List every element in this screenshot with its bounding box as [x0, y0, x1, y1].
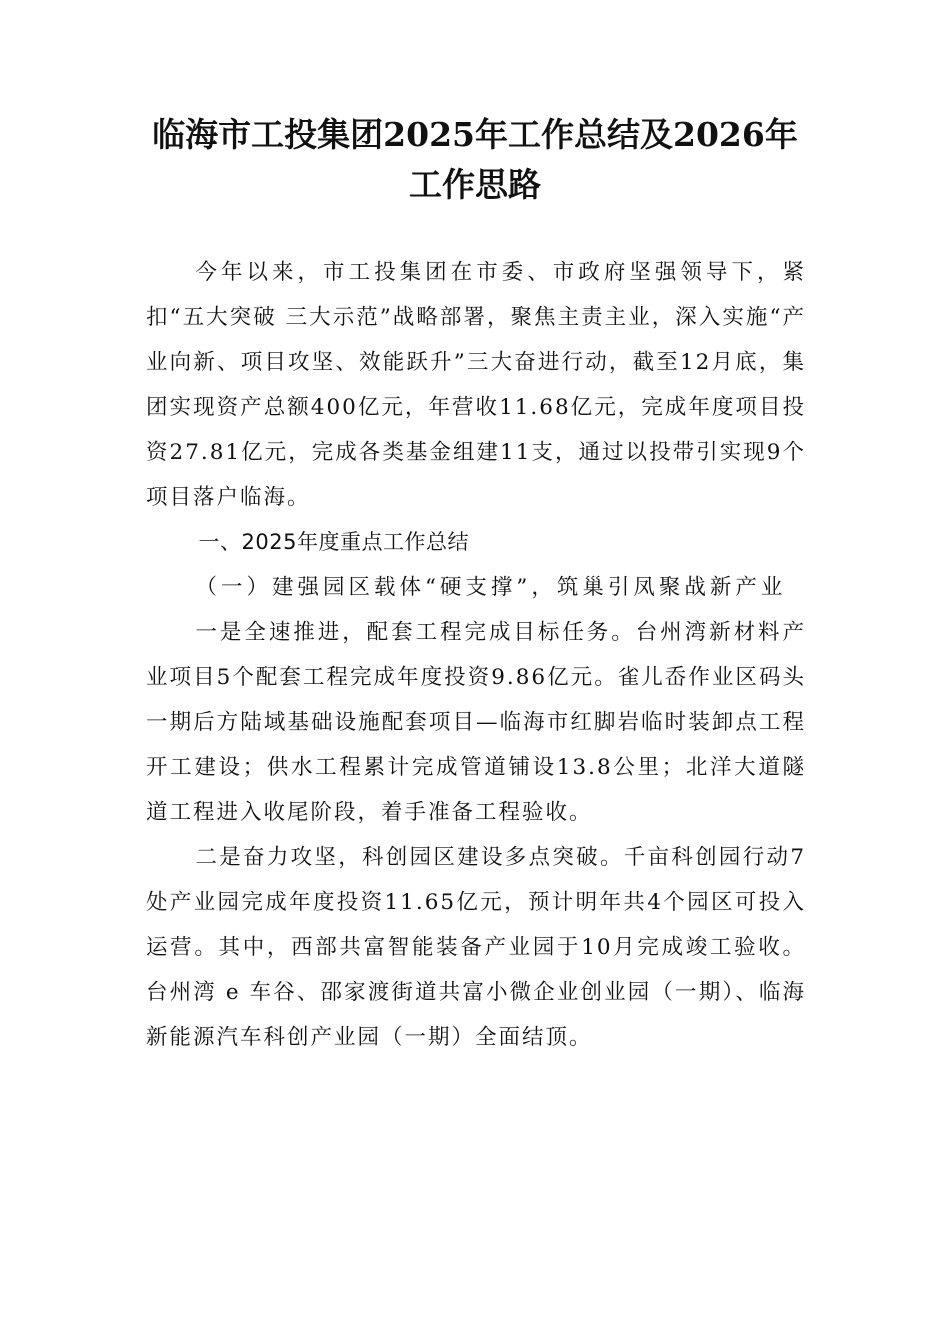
document-title-line-1: 临海市工投集团2025年工作总结及2026年 — [152, 115, 798, 154]
point-paragraph-2: 二是奋力攻坚，科创园区建设多点突破。千亩科创园行动7处产业园完成年度投资11.65亿元，预计明年共4个园区可投入运营。其中，西部共富智能装备产业园于10月完成竣工验收。台州湾 e 车谷、邵家渡街道共富小微企业创业园（一期）、临海新能源汽车科创产业园（一期）全面结顶。 — [146, 845, 806, 1050]
intro-paragraph: 今年以来，市工投集团在市委、市政府坚强领导下，紧扣“五大突破 三大示范”战略部署，聚焦主责主业，深入实施“产业向新、项目攻坚、效能跃升”三大奋进行动，截至12月底，集团实现资产总额400亿元，年营收11.68亿元，完成年度项目投资27.81亿元，完成各类基金组建11支，通过以投带引实现9个项目落户临海。 — [146, 260, 806, 510]
point-paragraph-1: 一是全速推进，配套工程完成目标任务。台州湾新材料产业项目5个配套工程完成年度投资9.86亿元。雀儿岙作业区码头一期后方陆域基础设施配套项目—临海市红脚岩临时装卸点工程开工建设；供水工程累计完成管道铺设13.8公里；北洋大道隧道工程进入收尾阶段，着手准备工程验收。 — [146, 620, 806, 825]
subsection-heading-1: （一）建强园区载体“硬支撑”，筑巢引凤聚战新产业 — [195, 575, 787, 600]
document-title — [120, 110, 830, 210]
document-title-line-2: 工作思路 — [409, 165, 541, 204]
section-heading-1: 一、2025年度重点工作总结 — [198, 530, 469, 554]
document-body — [146, 250, 806, 1060]
